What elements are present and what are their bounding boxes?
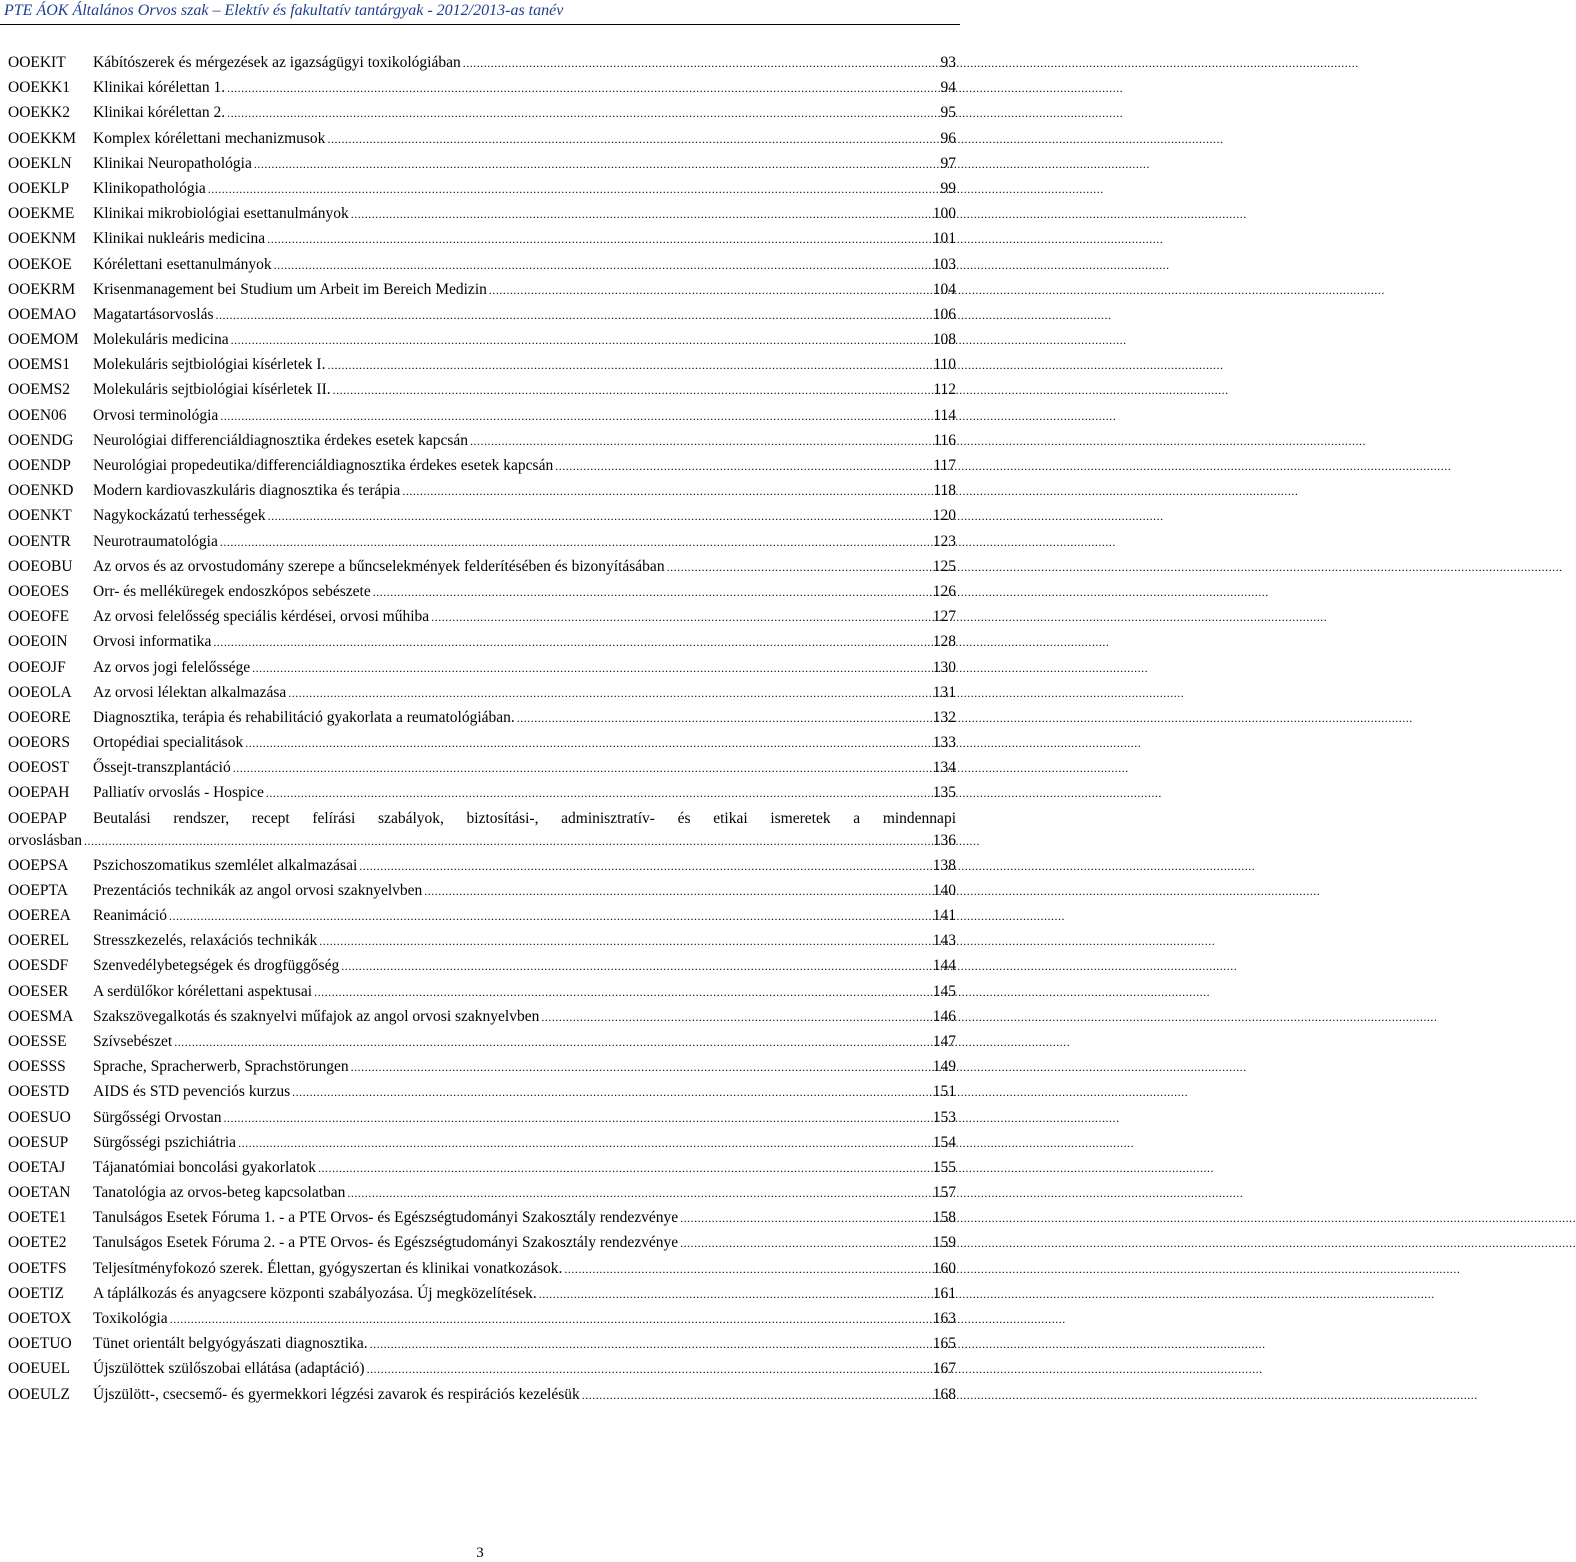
toc-entry-page: 112 [933, 381, 956, 399]
toc-entry[interactable] [8, 428, 956, 453]
toc-entry-title: Újszülöttek szülőszobai ellátása (adaptáció) [93, 1360, 365, 1378]
toc-entry-title: Magatartásorvoslás [93, 305, 214, 323]
toc-entry-code: OOESDF [8, 957, 69, 975]
toc-entry-page: 146 [932, 1007, 956, 1025]
dot-leader [327, 126, 939, 152]
toc-entry[interactable] [8, 352, 956, 377]
toc-entry-title: Az orvosi lélektan alkalmazása [93, 683, 287, 701]
toc-entry-code: OOEPAH [8, 784, 70, 802]
toc-entry-page: 136 [932, 831, 956, 849]
toc-entry-code: OOEOST [8, 759, 70, 777]
page-number: 3 [476, 1545, 484, 1561]
dot-leader [314, 979, 932, 1005]
toc-entry-page: 159 [932, 1234, 956, 1252]
toc-entry-code: OOETAN [8, 1184, 71, 1202]
dot-leader [174, 1029, 932, 1055]
toc-entry-page: 145 [932, 982, 956, 1000]
toc-entry-title: Komplex kórélettani mechanizmusok [93, 129, 326, 147]
dot-leader [227, 100, 939, 126]
toc-entry-title: Klinikai nukleáris medicina [93, 230, 266, 248]
dot-leader [359, 853, 931, 879]
toc-entry[interactable] [8, 75, 956, 100]
dot-leader [267, 226, 932, 252]
dot-leader [582, 1382, 932, 1408]
toc-entry[interactable] [8, 806, 956, 853]
toc-entry-page: 96 [940, 129, 956, 147]
toc-entry-code: OOESSE [8, 1032, 67, 1050]
toc-entry-page: 117 [933, 457, 956, 474]
toc-entry[interactable] [8, 252, 956, 277]
toc-entry-page: 167 [932, 1360, 956, 1378]
toc-entry-title: Ortopédiai specialitások [93, 734, 244, 752]
dot-leader [233, 755, 932, 781]
dot-leader [213, 629, 931, 655]
toc-entry[interactable] [8, 655, 956, 680]
toc-entry-code: OOESTD [8, 1083, 70, 1101]
toc-entry-page: 168 [932, 1385, 956, 1403]
dot-leader [227, 75, 939, 101]
toc-entry-code: OOENTR [8, 532, 71, 550]
toc-entry-page: 158 [932, 1209, 956, 1227]
toc-entry[interactable] [8, 226, 956, 251]
toc-entry[interactable] [8, 755, 956, 780]
toc-entry-title: Sürgősségi pszichiátria [93, 1133, 237, 1151]
toc-entry-title: Orvosi terminológia [93, 406, 219, 424]
toc-entry-title: Molekuláris sejtbiológiai kísérletek I. [93, 356, 326, 374]
toc-entry-code: OOESER [8, 982, 69, 1000]
dot-leader [292, 1079, 932, 1105]
toc-entry-title: Újszülött-, csecsemő- és gyermekkori légzési zavarok és respirációs kezelésük [93, 1385, 580, 1403]
toc-entry-code: OOENDG [8, 431, 74, 449]
toc-entry-code: OOENKD [8, 482, 74, 500]
toc-entry-title: Az orvosi felelősség speciális kérdései, orvosi műhiba [93, 608, 430, 626]
toc-entry-page: 123 [932, 532, 956, 550]
dot-leader [266, 780, 932, 806]
dot-leader [84, 828, 932, 854]
toc-entry-code: OOETOX [8, 1310, 72, 1327]
toc-entry-code: OOEMS1 [8, 356, 71, 374]
toc-entry-code: OOEMAO [8, 305, 77, 323]
toc-entry[interactable] [8, 604, 956, 629]
toc-entry-page: 149 [932, 1058, 956, 1076]
dot-leader [252, 655, 932, 681]
toc-entry-code: OOEOIN [8, 633, 68, 651]
toc-entry-code: OOETE1 [8, 1209, 67, 1227]
toc-entry-page: 134 [932, 759, 956, 777]
toc-entry-code: OOEREL [8, 932, 70, 950]
dot-leader [208, 176, 940, 202]
toc-entry[interactable] [8, 1382, 956, 1407]
toc-entry-code: OOEKK1 [8, 79, 70, 97]
dot-leader [245, 730, 932, 756]
toc-entry-code: OOENDP [8, 457, 71, 474]
dot-leader [274, 252, 932, 278]
dot-leader [402, 478, 932, 504]
toc-entry-title: Az orvos és az orvostudomány szerepe a bűncselekmények felderítésében és bizonyításában [93, 557, 665, 575]
toc-entry-code: OOESUP [8, 1133, 69, 1151]
toc-entry[interactable] [8, 629, 956, 654]
toc-entry-page: 114 [933, 406, 956, 424]
toc-entry-code: OOETIZ [8, 1284, 64, 1302]
toc-entry-page: 125 [932, 557, 956, 575]
toc-entry-page: 99 [940, 179, 956, 197]
toc-entry-title: Klinikai kórélettan 2. [93, 104, 226, 122]
dot-leader [680, 1205, 932, 1231]
toc-entry-code: OOEREA [8, 907, 71, 924]
dot-leader [347, 1180, 931, 1206]
toc-entry-code: OOESMA [8, 1007, 74, 1025]
dot-leader [564, 1256, 931, 1282]
toc-entry-page: 131 [932, 683, 956, 701]
toc-entry[interactable] [8, 1230, 956, 1255]
toc-entry-code: OOEPAP [8, 809, 67, 827]
dot-leader [517, 705, 932, 731]
toc-entry-code: OOETAJ [8, 1158, 66, 1176]
toc-entry[interactable] [8, 878, 956, 903]
toc-entry-page: 95 [940, 104, 956, 122]
toc-entry[interactable] [8, 554, 956, 579]
toc-entry[interactable] [8, 780, 956, 805]
toc-entry-page: 120 [932, 507, 956, 525]
toc-entry-page: 132 [932, 708, 956, 726]
toc-entry-title: Pszichoszomatikus szemlélet alkalmazásai [93, 856, 358, 874]
toc-entry-title: Klinikopathológia [93, 179, 206, 197]
toc-entry-page: 141 [932, 907, 956, 924]
toc-entry[interactable] [8, 1079, 956, 1104]
dot-leader [680, 1230, 932, 1256]
toc-entry-code: OOEKNM [8, 230, 77, 248]
dot-leader [318, 1155, 932, 1181]
toc-entry-page: 100 [932, 205, 956, 223]
toc-entry-title: Kórélettani esettanulmányok [93, 255, 272, 273]
toc-entry[interactable] [8, 1180, 956, 1205]
toc-entry[interactable] [8, 1105, 956, 1130]
toc-entry-page: 118 [933, 482, 956, 500]
toc-entry-page: 154 [932, 1133, 956, 1151]
dot-leader [231, 327, 932, 353]
toc-entry[interactable] [8, 151, 956, 176]
toc-entry-title: Stresszkezelés, relaxációs technikák [93, 932, 318, 950]
toc-entry[interactable] [8, 979, 956, 1004]
toc-entry[interactable] [8, 1155, 956, 1180]
toc-entry-code: OOEKOE [8, 255, 72, 273]
toc-entry[interactable] [8, 705, 956, 730]
toc-entry[interactable] [8, 302, 956, 327]
header-title: PTE ÁOK Általános Orvos szak – Elektív és fakultatív tantárgyak - 2012/2013-as tanév [4, 2, 564, 19]
toc-entry[interactable] [8, 953, 956, 978]
dot-leader [367, 1356, 932, 1382]
toc-entry-code: OOEULZ [8, 1385, 70, 1403]
dot-leader [351, 201, 932, 227]
toc-entry-page: 143 [932, 932, 956, 950]
toc-entry-page: 103 [932, 255, 956, 273]
toc-entry-page: 147 [932, 1032, 956, 1050]
toc-entry-page: 135 [932, 784, 956, 802]
dot-leader [220, 529, 932, 555]
toc-entry-code: OOEORS [8, 734, 71, 752]
toc-entry-title: Az orvos jogi felelőssége [93, 658, 251, 676]
toc-entry-code: OOEKIT [8, 54, 66, 71]
dot-leader [216, 302, 932, 328]
toc-entry[interactable] [8, 928, 956, 953]
toc-entry-code: OOENKT [8, 507, 72, 525]
toc-entry-title: Beutalási rendszer, recept felírási szabályok, biztosítási-, adminisztratív- és etikai ismeretek a mindennapi [93, 809, 956, 827]
page-header [0, 0, 960, 26]
toc-entry[interactable] [8, 478, 956, 503]
toc-entry-title: Tanulságos Esetek Fóruma 1. - a PTE Orvos- és Egészségtudományi Szakosztály rendezvénye [93, 1209, 679, 1227]
toc-entry[interactable] [8, 1281, 956, 1306]
toc-entry-code: OOEOFE [8, 608, 70, 626]
toc-entry-page: 108 [932, 331, 956, 349]
toc-entry-page: 110 [933, 356, 956, 374]
toc-entry-title: Szenvedélybetegségek és drogfüggőség [93, 957, 340, 975]
toc-entry-page: 130 [932, 658, 956, 676]
toc-entry-title: Teljesítményfokozó szerek. Élettan, gyógyszertan és klinikai vonatkozások. [93, 1259, 563, 1277]
toc-entry-page: 116 [933, 431, 956, 449]
dot-leader [489, 277, 932, 303]
dot-leader [170, 1306, 932, 1332]
toc-entry-title: Klinikai kórélettan 1. [93, 79, 226, 97]
toc-entry-page: 157 [932, 1184, 956, 1202]
toc-entry-code: OOEOBU [8, 557, 73, 575]
toc-entry-title-continued: orvoslásban [8, 831, 83, 849]
toc-entry-title: Prezentációs technikák az angol orvosi szaknyelvben [93, 881, 423, 899]
toc-entry[interactable] [8, 100, 956, 125]
toc-entry[interactable] [8, 1029, 956, 1054]
toc-entry-page: 138 [932, 856, 956, 874]
toc-entry-code: OOEKLN [8, 154, 72, 172]
toc-entry-page: 126 [932, 582, 956, 600]
toc-entry-page: 97 [940, 154, 956, 172]
toc-entry-page: 101 [932, 230, 956, 248]
toc-entry-page: 133 [932, 734, 956, 752]
dot-leader [424, 878, 931, 904]
toc-entry-code: OOESSS [8, 1058, 66, 1076]
dot-leader [431, 604, 932, 630]
dot-leader [373, 579, 932, 605]
dot-leader [351, 1054, 932, 1080]
toc-entry[interactable] [8, 453, 956, 478]
dot-leader [254, 151, 940, 177]
toc-entry-title: Neurotraumatológia [93, 532, 218, 550]
toc-entry[interactable] [8, 503, 956, 528]
table-of-contents [8, 50, 956, 1407]
toc-entry-page: 128 [932, 633, 956, 651]
toc-entry[interactable] [8, 1331, 956, 1356]
dot-leader [463, 50, 940, 76]
toc-entry-title: Molekuláris medicina [93, 331, 229, 349]
dot-leader [319, 928, 932, 954]
toc-entry-code: OOEUEL [8, 1360, 70, 1378]
toc-entry[interactable] [8, 327, 956, 352]
dot-leader [370, 1331, 932, 1357]
dot-leader [333, 377, 933, 403]
toc-entry-title: Szívsebészet [93, 1032, 173, 1050]
toc-entry-code: OOEN06 [8, 406, 67, 424]
toc-entry[interactable] [8, 1306, 956, 1331]
toc-entry-code: OOEMOM [8, 331, 79, 349]
toc-entry-title: Orvosi informatika [93, 633, 212, 651]
toc-entry-title: Klinikai Neuropathológia [93, 154, 252, 172]
toc-entry[interactable] [8, 529, 956, 554]
dot-leader [238, 1130, 932, 1156]
dot-leader [268, 503, 932, 529]
toc-entry-title: A táplálkozás és anyagcsere központi szabályozása. Új megközelítések. [93, 1284, 537, 1302]
toc-entry-page: 94 [940, 79, 956, 97]
toc-entry-title: Tanatológia az orvos-beteg kapcsolatban [93, 1184, 346, 1202]
toc-entry[interactable] [8, 1356, 956, 1381]
toc-entry-code: OOEMS2 [8, 381, 71, 399]
dot-leader [539, 1281, 932, 1307]
toc-entry-title: Tünet orientált belgyógyászati diagnosztika. [93, 1335, 368, 1353]
toc-entry[interactable] [8, 201, 956, 226]
toc-entry[interactable] [8, 1205, 956, 1230]
dot-leader [288, 680, 932, 706]
toc-entry-page: 93 [940, 54, 956, 71]
toc-entry-code: OOEPSA [8, 856, 69, 874]
toc-entry-title: Sürgősségi Orvostan [93, 1108, 222, 1126]
toc-entry[interactable] [8, 1256, 956, 1281]
toc-entry-title: AIDS és STD pevenciós kurzus [93, 1083, 291, 1101]
toc-entry-code: OOEKME [8, 205, 75, 223]
toc-entry-page: 151 [932, 1083, 956, 1101]
toc-entry-code: OOEORE [8, 708, 71, 726]
toc-entry-code: OOEOLA [8, 683, 72, 701]
toc-entry[interactable] [8, 903, 956, 928]
toc-entry-title: Palliatív orvoslás - Hospice [93, 784, 264, 802]
toc-entry-title: Sprache, Spracherwerb, Sprachstörungen [93, 1058, 349, 1076]
toc-entry[interactable] [8, 680, 956, 705]
toc-entry-page: 163 [932, 1310, 956, 1327]
toc-entry-title: Modern kardiovaszkuláris diagnosztika és terápia [93, 482, 401, 500]
toc-entry[interactable] [8, 126, 956, 151]
toc-entry-page: 165 [932, 1335, 956, 1353]
toc-entry[interactable] [8, 579, 956, 604]
dot-leader [541, 1004, 931, 1030]
toc-entry-page: 155 [932, 1158, 956, 1176]
toc-entry[interactable] [8, 853, 956, 878]
toc-entry-page: 140 [932, 881, 956, 899]
toc-entry-page: 144 [932, 957, 956, 975]
toc-entry-title: Őssejt-transzplantáció [93, 759, 231, 777]
toc-entry-title: Toxikológia [93, 1310, 168, 1327]
toc-entry[interactable] [8, 1004, 956, 1029]
header-divider [0, 24, 960, 25]
toc-entry[interactable] [8, 1054, 956, 1079]
toc-entry[interactable] [8, 176, 956, 201]
toc-entry-title: Molekuláris sejtbiológiai kísérletek II. [93, 381, 331, 399]
dot-leader [220, 403, 932, 429]
toc-entry[interactable] [8, 403, 956, 428]
toc-entry-title: Reanimáció [93, 907, 168, 924]
toc-entry-code: OOEPTA [8, 881, 68, 899]
toc-entry-title: Tanulságos Esetek Fóruma 2. - a PTE Orvos- és Egészségtudományi Szakosztály rendezvénye [93, 1234, 679, 1252]
toc-entry[interactable] [8, 277, 956, 302]
toc-entry[interactable] [8, 50, 956, 75]
toc-entry-code: OOEOES [8, 582, 70, 600]
toc-entry-page: 161 [932, 1284, 956, 1302]
dot-leader [667, 554, 932, 580]
toc-entry-title: Krisenmanagement bei Studium um Arbeit im Bereich Medizin [93, 280, 487, 298]
toc-entry-code: OOESUO [8, 1108, 71, 1126]
dot-leader [223, 1105, 931, 1131]
dot-leader [470, 428, 932, 454]
toc-entry-title: A serdülőkor kórélettani aspektusai [93, 982, 313, 1000]
toc-entry-page: 153 [932, 1108, 956, 1126]
toc-entry-code: OOEKLP [8, 179, 70, 197]
toc-entry-code: OOETE2 [8, 1234, 67, 1252]
toc-entry-code: OOEKKM [8, 129, 77, 147]
toc-entry-title: Neurológiai differenciáldiagnosztika érdekes esetek kapcsán [93, 431, 468, 449]
toc-entry[interactable] [8, 377, 956, 402]
toc-entry-code: OOETFS [8, 1259, 67, 1277]
dot-leader [341, 953, 932, 979]
toc-entry-title: Orr- és melléküregek endoszkópos sebészete [93, 582, 371, 600]
toc-entry-code: OOEKK2 [8, 104, 70, 122]
toc-entry-title: Klinikai mikrobiológiai esettanulmányok [93, 205, 349, 223]
toc-entry-title: Kábítószerek és mérgezések az igazságügyi toxikológiában [93, 54, 461, 71]
toc-entry-title: Neurológiai propedeutika/differenciáldiagnosztika érdekes esetek kapcsán [93, 457, 554, 474]
dot-leader [169, 903, 932, 929]
toc-entry-page: 106 [932, 305, 956, 323]
toc-entry-title: Diagnosztika, terápia és rehabilitáció gyakorlata a reumatológiában. [93, 708, 515, 726]
dot-leader [327, 352, 932, 378]
dot-leader [555, 453, 932, 479]
toc-entry-page: 104 [932, 280, 956, 298]
toc-entry-page: 127 [932, 608, 956, 626]
toc-entry-code: OOEKRM [8, 280, 76, 298]
toc-entry-code: OOETUO [8, 1335, 72, 1353]
toc-entry-title: Tájanatómiai boncolási gyakorlatok [93, 1158, 316, 1176]
toc-entry[interactable] [8, 1130, 956, 1155]
toc-entry[interactable] [8, 730, 956, 755]
toc-entry-title: Szakszövegalkotás és szaknyelvi műfajok az angol orvosi szaknyelvben [93, 1007, 540, 1025]
toc-entry-page: 160 [932, 1259, 956, 1277]
toc-entry-title: Nagykockázatú terhességek [93, 507, 266, 525]
toc-entry-code: OOEOJF [8, 658, 66, 676]
